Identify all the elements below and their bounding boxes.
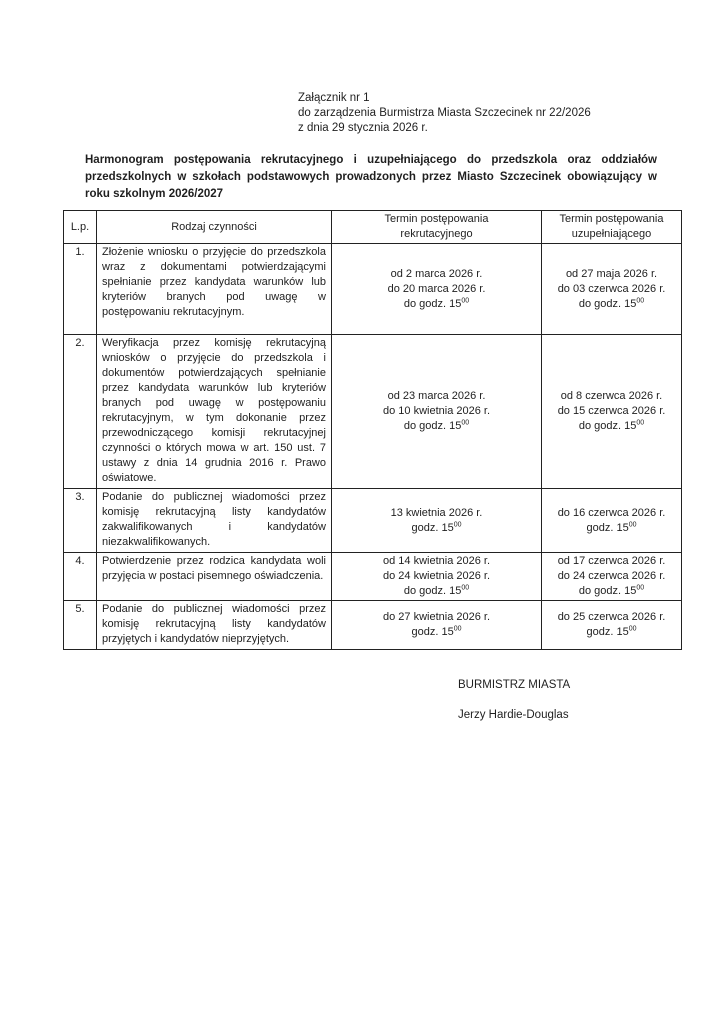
col-header-activity: Rodzaj czynności	[97, 211, 332, 244]
activity-cell: Podanie do publicznej wiadomości przez komisję rekrutacyjną listy kandydatów przyjętych i kandydatów nieprzyjętych.	[97, 601, 332, 650]
date-line: do godz. $15^{00}$	[403, 296, 470, 310]
signature-role: BURMISTRZ MIASTA	[458, 679, 571, 691]
supplementary-dates-cell	[542, 489, 682, 553]
attachment-line-2: do zarządzenia Burmistrza Miasta Szczecinek nr 22/2026	[298, 107, 591, 119]
col-header-recruitment-line-1: Termin postępowania	[384, 213, 489, 225]
recruitment-dates-cell	[332, 335, 542, 489]
date-line: godz. $15^{00}$	[586, 625, 637, 638]
date-line: godz. $15^{00}$	[411, 625, 462, 638]
schedule-table	[63, 210, 682, 650]
attachment-header	[298, 91, 591, 136]
supplementary-dates-cell	[542, 335, 682, 489]
recruitment-dates-cell	[332, 244, 542, 335]
row-number: 2.	[64, 335, 97, 489]
table-row	[64, 244, 682, 335]
date-line: od 14 kwietnia 2026 r.	[382, 555, 491, 567]
date-line: do 25 czerwca 2026 r.	[557, 611, 666, 623]
col-header-recruitment	[332, 211, 542, 244]
table-row	[64, 489, 682, 553]
date-line: do 03 czerwca 2026 r.	[557, 282, 666, 295]
attachment-line-1: Załącznik nr 1	[298, 92, 370, 104]
row-number: 3.	[64, 489, 97, 553]
date-line: godz. $15^{00}$	[586, 520, 637, 534]
date-line: od 23 marca 2026 r.	[387, 390, 486, 402]
date-line: 13 kwietnia 2026 r.	[390, 506, 483, 519]
date-line: do 10 kwietnia 2026 r.	[382, 405, 491, 417]
attachment-line-3: z dnia 29 stycznia 2026 r.	[298, 122, 428, 134]
row-number: 4.	[64, 553, 97, 601]
col-header-supplementary	[542, 211, 682, 244]
supplementary-dates-cell	[542, 553, 682, 601]
supplementary-dates-cell	[542, 244, 682, 335]
table-row	[64, 335, 682, 489]
date-line: do godz. $15^{00}$	[403, 419, 470, 432]
document-title: Harmonogram postępowania rekrutacyjnego i uzupełniającego do przedszkola oraz oddziałów przedszkolnych w szkołach podstawowych prowadzonych przez Miasto Szczecinek obowiązujący w roku szkolnym 2026/2027	[85, 154, 657, 200]
recruitment-dates-cell	[332, 601, 542, 650]
activity-cell: Weryfikacja przez komisję rekrutacyjną wniosków o przyjęcie do przedszkola i dokumentów potwierdzających spełnianie przez kandydata warunków lub kryteriów branych pod uwagę w postępowaniu rekrutacyjnym, w tym dokonanie przez przewodniczącego komisji rekrutacyjnej czynności o których mowa w art. 150 ust. 7 ustawy z dnia 14 grudnia 2016 r. Prawo oświatowe.	[97, 335, 332, 489]
date-line: od 17 czerwca 2026 r.	[557, 555, 666, 567]
date-line: do 24 czerwca 2026 r.	[557, 570, 666, 582]
recruitment-dates-cell	[332, 553, 542, 601]
date-line: do 24 kwietnia 2026 r.	[382, 570, 491, 582]
activity-cell: Złożenie wniosku o przyjęcie do przedszkola wraz z dokumentami potwierdzającymi spełnianie przez kandydata warunków lub kryteriów branych pod uwagę w postępowaniu rekrutacyjnym.	[97, 244, 332, 335]
col-header-supplementary-line-2: uzupełniającego	[571, 228, 652, 240]
table-row	[64, 553, 682, 601]
activity-cell: Potwierdzenie przez rodzica kandydata woli przyjęcia w postaci pisemnego oświadczenia.	[97, 553, 332, 601]
recruitment-dates-cell	[332, 489, 542, 553]
date-line: do godz. $15^{00}$	[578, 296, 645, 310]
date-line: do 20 marca 2026 r.	[387, 282, 486, 295]
supplementary-dates-cell	[542, 601, 682, 650]
table-header-row	[64, 211, 682, 244]
date-line: godz. $15^{00}$	[411, 520, 462, 534]
col-header-recruitment-line-2: rekrutacyjnego	[400, 228, 473, 240]
date-line: do 15 czerwca 2026 r.	[557, 405, 666, 417]
date-line: od 8 czerwca 2026 r.	[560, 390, 663, 402]
date-line: do 27 kwietnia 2026 r.	[382, 611, 491, 623]
date-line: do godz. $15^{00}$	[403, 584, 470, 597]
date-line: do godz. $15^{00}$	[578, 584, 645, 597]
date-line: do 16 czerwca 2026 r.	[557, 506, 666, 519]
signature-block	[458, 678, 570, 723]
date-line: od 2 marca 2026 r.	[390, 267, 483, 280]
col-header-supplementary-line-1: Termin postępowania	[559, 213, 664, 225]
signature-name: Jerzy Hardie-Douglas	[458, 709, 569, 721]
activity-cell: Podanie do publicznej wiadomości przez komisję rekrutacyjną listy kandydatów zakwalifikowanych i kandydatów niezakwalifikowanych.	[97, 489, 332, 553]
row-number: 5.	[64, 601, 97, 650]
table-row	[64, 601, 682, 650]
date-line: od 27 maja 2026 r.	[565, 267, 658, 280]
col-header-lp: L.p.	[64, 211, 97, 244]
date-line: do godz. $15^{00}$	[578, 419, 645, 432]
row-number: 1.	[64, 244, 97, 335]
